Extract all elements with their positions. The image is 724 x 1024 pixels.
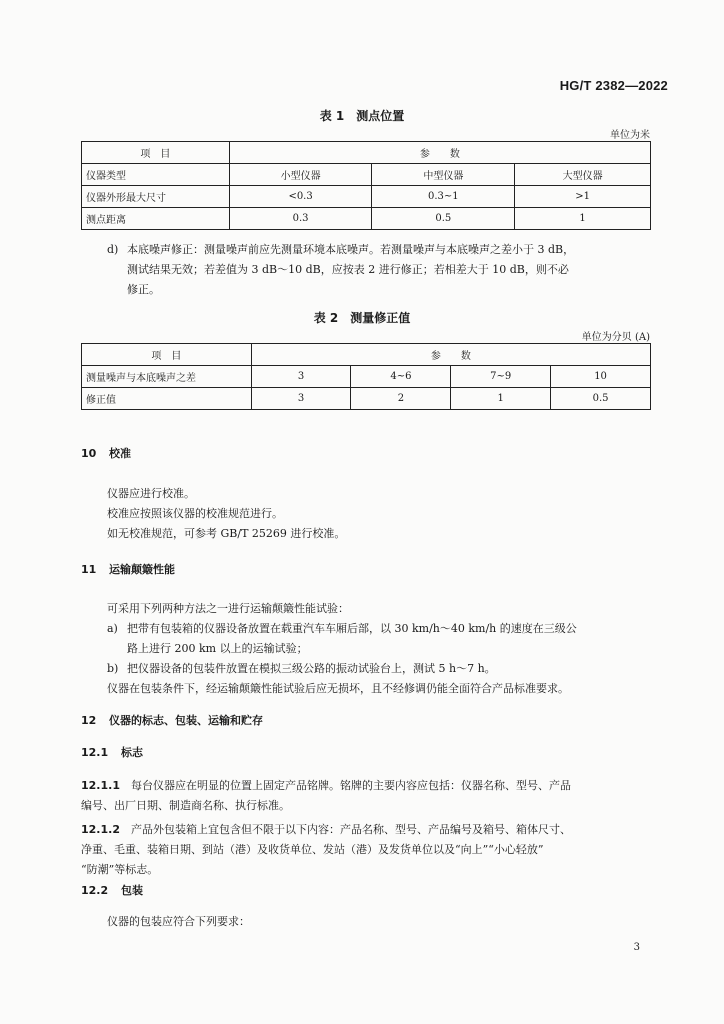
cell: 1 [515, 208, 651, 230]
table1 [81, 141, 651, 230]
item-d-line2: 测试结果无效；若差值为 3 dB～10 dB，应按表 2 进行修正；若相差大于 10 dB，则不必 [127, 263, 569, 276]
clause-text: 产品外包装箱上宜包含但不限于以下内容：产品名称、型号、产品编号及箱号、箱体尺寸、 [130, 823, 571, 836]
cell: 7~9 [451, 366, 551, 388]
cell: 大型仪器 [515, 164, 651, 186]
sec10-line: 仪器应进行校准。 [107, 487, 195, 500]
clause-number: 12.1.1 [81, 779, 120, 792]
table2-caption: 表 2 测量修正值 [313, 311, 411, 325]
cell: <0.3 [229, 186, 372, 208]
cell: 2 [351, 388, 451, 410]
table1-header-item: 项 目 [82, 142, 230, 164]
section-title: 运输颠簸性能 [109, 563, 175, 576]
cell: 0.3 [229, 208, 372, 230]
sec11-a-line2: 路上进行 200 km 以上的运输试验； [127, 642, 308, 655]
cell: 0.5 [372, 208, 515, 230]
cell: 10 [551, 366, 651, 388]
cell: 仪器外形最大尺寸 [82, 186, 230, 208]
cell: 0.5 [551, 388, 651, 410]
table2-unit: 单位为分贝 (A) [581, 332, 650, 343]
item-d-line1: 本底噪声修正：测量噪声前应先测量环境本底噪声。若测量噪声与本底噪声之差小于 3 dB， [127, 243, 575, 256]
cell: 仪器类型 [82, 164, 230, 186]
clause-12-1-2-line2: 净重、毛重、装箱日期、到站（港）及收货单位、发站（港）及发货单位以及“向上”“小心轻放” [81, 843, 544, 856]
subsection-title: 标志 [121, 746, 143, 759]
clause-12-1-2-line3: “防潮”等标志。 [81, 863, 159, 876]
clause-12-1-1 [81, 776, 571, 796]
table2 [81, 343, 651, 410]
table2-header-item: 项 目 [82, 344, 252, 366]
table1-header-params: 参 数 [229, 142, 650, 164]
section-11-heading [81, 561, 175, 577]
subsection-12-1-heading [81, 744, 143, 760]
standard-number: HG/T 2382—2022 [559, 78, 668, 93]
sec11-outro: 仪器在包装条件下，经运输颠簸性能试验后应无损坏，且不经修调仍能全面符合产品标准要求。 [107, 682, 569, 695]
cell: 1 [451, 388, 551, 410]
section-10-heading [81, 445, 131, 461]
table1-unit: 单位为米 [610, 130, 650, 141]
clause-12-2-line1: 仪器的包装应符合下列要求： [107, 915, 250, 928]
table2-header-params: 参 数 [251, 344, 650, 366]
cell: 4~6 [351, 366, 451, 388]
clause-12-1-2 [81, 820, 571, 840]
page-number: 3 [633, 942, 640, 953]
sec10-line: 如无校准规范，可参考 GB/T 25269 进行校准。 [107, 527, 346, 540]
cell: 小型仪器 [229, 164, 372, 186]
section-title: 校准 [109, 447, 131, 460]
cell: >1 [515, 186, 651, 208]
table-row [82, 208, 651, 230]
cell: 3 [251, 366, 351, 388]
cell: 3 [251, 388, 351, 410]
subsection-12-2-heading [81, 882, 143, 898]
sec11-intro: 可采用下列两种方法之一进行运输颠簸性能试验： [107, 602, 349, 615]
table-row [82, 388, 651, 410]
clause-12-1-1-line2: 编号、出厂日期、制造商名称、执行标准。 [81, 799, 290, 812]
table-row [82, 164, 651, 186]
cell: 修正值 [82, 388, 252, 410]
section-number: 11 [81, 563, 97, 576]
clause-text: 每台仪器应在明显的位置上固定产品铭牌。铭牌的主要内容应包括：仪器名称、型号、产品 [130, 779, 571, 792]
clause-number: 12.1.2 [81, 823, 120, 836]
sec11-a-label: a) [107, 622, 118, 635]
section-title: 仪器的标志、包装、运输和贮存 [109, 714, 263, 727]
subsection-number: 12.1 [81, 746, 109, 759]
item-d-line3: 修正。 [127, 283, 160, 296]
section-12-heading [81, 712, 263, 728]
table1-caption: 表 1 测点位置 [319, 109, 405, 123]
sec11-b-line1: 把仪器设备的包装件放置在模拟三级公路的振动试验台上，测试 5 h～7 h。 [127, 662, 496, 675]
sec11-a-line1: 把带有包装箱的仪器设备放置在载重汽车车厢后部，以 30 km/h～40 km/h 的速度在三级公 [127, 622, 577, 635]
cell: 中型仪器 [372, 164, 515, 186]
cell: 测点距离 [82, 208, 230, 230]
subsection-title: 包装 [121, 884, 143, 897]
table-row [82, 366, 651, 388]
sec11-b-label: b) [107, 662, 119, 675]
cell: 0.3~1 [372, 186, 515, 208]
section-number: 10 [81, 447, 97, 460]
cell: 测量噪声与本底噪声之差 [82, 366, 252, 388]
table-row [82, 186, 651, 208]
sec10-line: 校准应按照该仪器的校准规范进行。 [107, 507, 283, 520]
item-d-label: d) [107, 243, 119, 256]
subsection-number: 12.2 [81, 884, 109, 897]
section-number: 12 [81, 714, 97, 727]
